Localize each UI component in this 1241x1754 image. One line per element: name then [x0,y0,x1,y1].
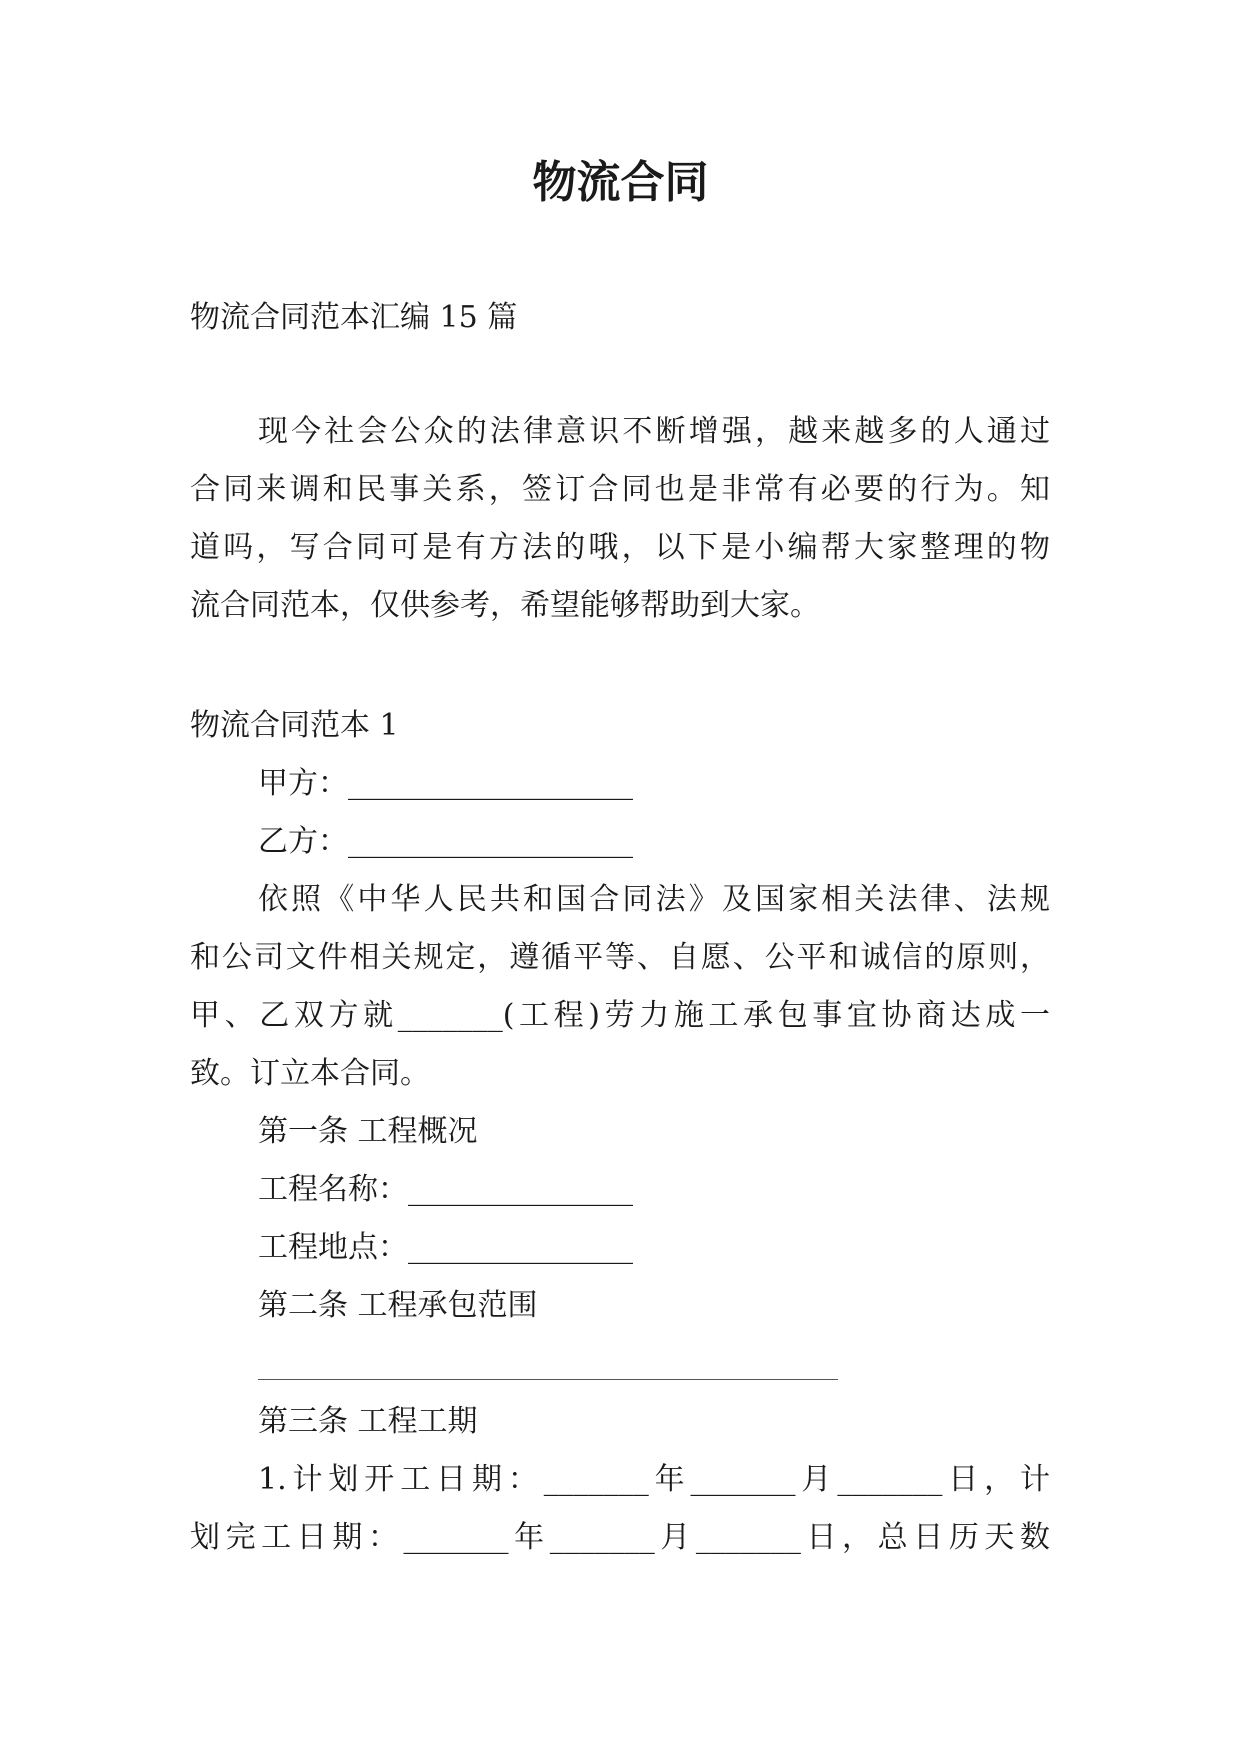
article-1-heading: 第一条 工程概况 [258,1114,478,1149]
intro-line-4: 流合同范本，仅供参考，希望能够帮助到大家。 [190,588,820,623]
basis-line-1: 依照《中华人民共和国合同法》及国家相关法律、法规 [258,882,1050,917]
intro-line-2: 合同来调和民事关系，签订合同也是非常有必要的行为。知 [190,472,1050,507]
document-title: 物流合同 [532,157,709,208]
party-b-field: 乙方：___________________ [258,824,633,859]
section-heading: 物流合同范本 1 [190,708,399,743]
intro-line-3: 道吗，写合同可是有方法的哦，以下是小编帮大家整理的物 [190,530,1050,565]
project-location-field: 工程地点：_______________ [258,1230,633,1265]
basis-line-4: 致。订立本合同。 [190,1056,430,1091]
project-name-field: 工程名称：_______________ [258,1172,633,1207]
article-2-heading: 第二条 工程承包范围 [258,1288,538,1323]
document-subtitle: 物流合同范本汇编 15 篇 [190,300,518,335]
article-3-heading: 第三条 工程工期 [258,1404,478,1439]
basis-line-3: 甲、乙双方就_______(工程)劳力施工承包事宜协商达成一 [190,998,1050,1033]
basis-line-2: 和公司文件相关规定，遵循平等、自愿、公平和诚信的原则， [190,940,1050,975]
schedule-line-1: 1.计划开工日期：_______年_______月_______日，计 [258,1462,1050,1497]
party-a-field: 甲方：___________________ [258,766,633,801]
intro-line-1: 现今社会公众的法律意识不断增强，越来越多的人通过 [258,414,1050,449]
schedule-line-2: 划完工日期：_______年_______月_______日，总日历天数 [190,1520,1050,1555]
scope-blank-line [258,1379,838,1380]
